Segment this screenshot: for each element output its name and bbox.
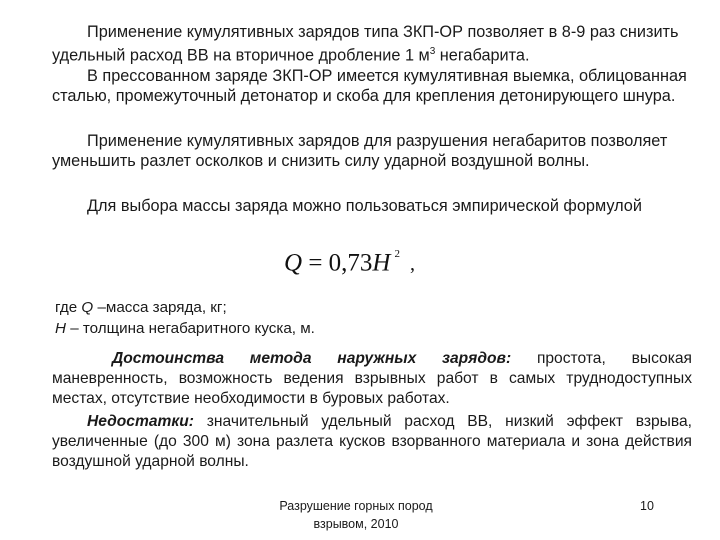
paragraph-disadvantages xyxy=(52,412,692,472)
formula-h: H xyxy=(372,249,391,277)
disadvantages-text: значительный удельный расход ВВ, низкий эффект взрыва, увеличенные (до 300 м) зона разлета кусков взорванного материала и зона действия воздушной ударной волны. xyxy=(52,413,692,470)
formula-comma: , xyxy=(409,253,415,276)
footer-line2: взрывом, 2010 xyxy=(313,517,399,531)
advantages-text: простота, высокая маневренность, возможность ведения взрывных работ в самых труднодоступных местах, отсутствие необходимости в буровых работах. xyxy=(52,350,692,407)
paragraph-pressed-charge: В прессованном заряде ЗКП-ОР имеется кумулятивная выемка, облицованная сталью, промежуточный детонатор и скоба для крепления детонирующего шнура. xyxy=(52,67,687,105)
legend-q-desc: –масса заряда, кг; xyxy=(93,299,227,316)
paragraph-fragment-scatter: Применение кумулятивных зарядов для разрушения негабаритов позволяет уменьшить разлет осколков и снизить силу ударной воздушной волны. xyxy=(52,132,668,170)
disadvantages-heading: Недостатки: xyxy=(87,413,194,430)
page-number: 10 xyxy=(640,499,654,513)
formula-q: Q xyxy=(284,249,303,277)
footer-title xyxy=(246,497,466,533)
paragraph-advantages xyxy=(52,349,692,409)
legend-q-symbol: Q xyxy=(81,299,94,316)
legend-h-symbol: H xyxy=(55,320,66,337)
paragraph-text-end: негабарита. xyxy=(435,46,530,65)
paragraph-text: Применение кумулятивных зарядов типа ЗКП-ОР позволяет в 8-9 раз снизить удельный расход ВВ на вторичное дробление 1 м xyxy=(52,23,679,65)
legend-prefix: где xyxy=(55,299,82,316)
legend-h-desc: – толщина негабаритного куска, м. xyxy=(65,320,315,337)
footer-line1: Разрушение горных пород xyxy=(279,499,433,513)
legend-h xyxy=(55,319,655,339)
paragraph-formula-intro: Для выбора массы заряда можно пользоваться эмпирической формулой xyxy=(87,197,642,215)
formula xyxy=(284,243,415,279)
superscript: 3 xyxy=(429,46,436,57)
formula-coefficient: = 0,73 xyxy=(302,249,373,277)
paragraph-kumulyativnye-zaryady xyxy=(52,22,702,65)
advantages-heading: Достоинства метода наружных зарядов: xyxy=(112,350,512,367)
formula-exponent: 2 xyxy=(394,248,400,260)
legend-q xyxy=(55,298,655,318)
